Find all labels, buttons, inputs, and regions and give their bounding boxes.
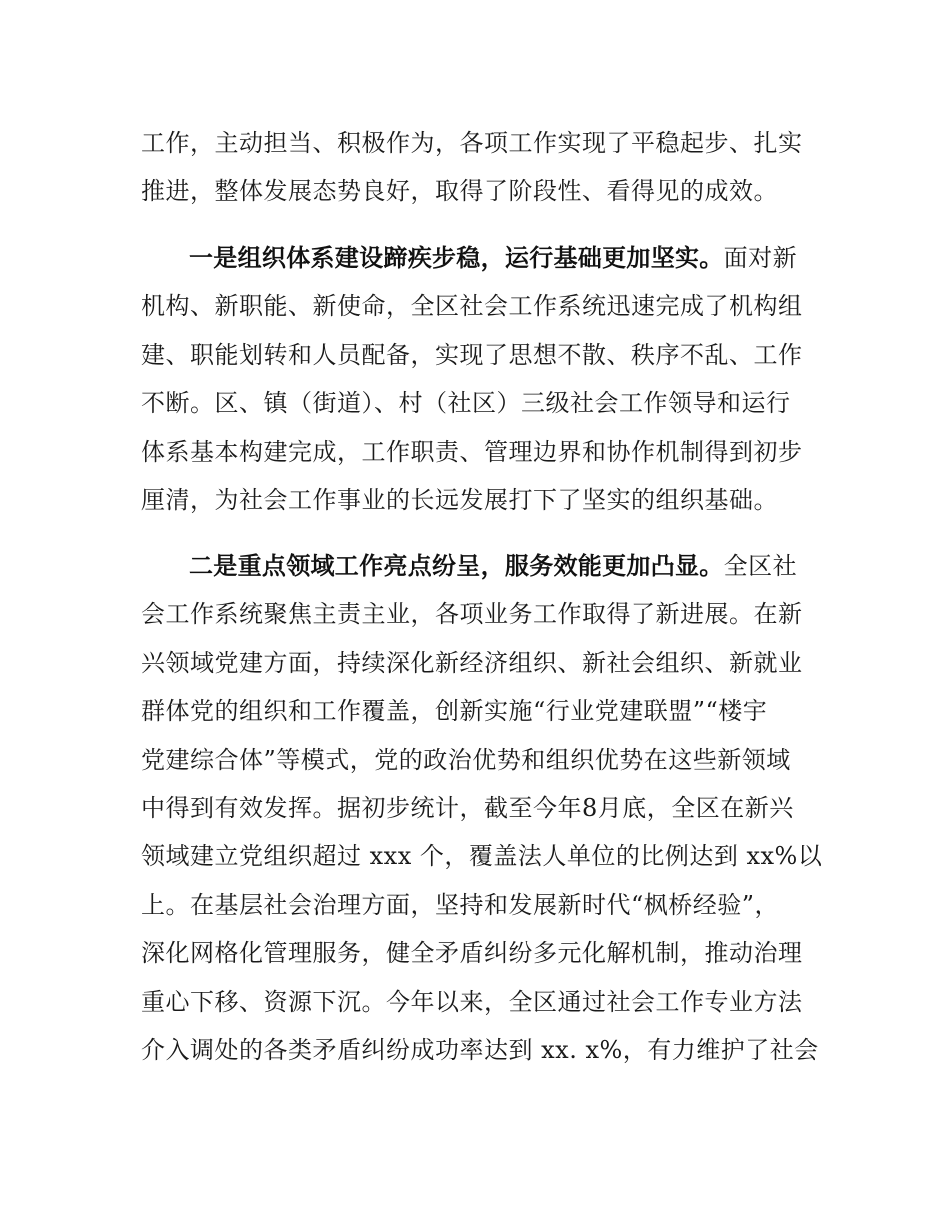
text-line: 推进，整体发展态势良好，取得了阶段性、看得见的成效。 [141,177,778,206]
text-line: 不断。区、镇（街道）、村（社区）三级社会工作领导和运行 [141,389,791,418]
text-line: 体系基本构建完成，工作职责、管理边界和协作机制得到初步 [141,437,803,466]
text-fragment: 面对新 [723,244,798,272]
text-line: 厘清，为社会工作事业的长远发展打下了坚实的组织基础。 [141,486,778,515]
text-line: 党建综合体”等模式，党的政治优势和组织优势在这些新领域 [141,745,791,774]
text-line: 介入调处的各类矛盾纠纷成功率达到 xx. x%，有力维护了社会 [141,1036,819,1065]
text-line: 群体党的组织和工作覆盖，创新实施“行业党建联盟”“楼宇 [141,697,768,726]
text-line: 领域建立党组织超过 xxx 个，覆盖法人单位的比例达到 xx%以 [141,842,823,871]
paragraph-lead-heading: 一是组织体系建设蹄疾步稳，运行基础更加坚实。 [189,244,724,272]
text-line: 机构、新职能、新使命，全区社会工作系统迅速完成了机构组 [141,292,803,321]
text-line: 中得到有效发挥。据初步统计，截至今年8月底，全区在新兴 [141,794,794,823]
text-line: 兴领域党建方面，持续深化新经济组织、新社会组织、新就业 [141,648,803,677]
paragraph-key-areas [141,542,823,1074]
text-line: 深化网格化管理服务，健全矛盾纠纷多元化解机制，推动治理 [141,939,803,968]
text-line-first [141,234,808,282]
text-fragment: 全区社 [723,552,798,580]
text-line-first [141,542,808,590]
text-line: 工作，主动担当、积极作为，各项工作实现了平稳起步、扎实 [141,129,803,157]
paragraph-organization-system [141,234,808,524]
text-line: 会工作系统聚焦主责主业，各项业务工作取得了新进展。在新 [141,600,803,629]
text-line: 上。在基层社会治理方面，坚持和发展新时代“枫桥经验”， [141,890,780,919]
text-line: 重心下移、资源下沉。今年以来，全区通过社会工作专业方法 [141,987,803,1016]
paragraph-lead-heading: 二是重点领域工作亮点纷呈，服务效能更加凸显。 [189,552,724,580]
paragraph-continuation [141,119,808,216]
text-line: 建、职能划转和人员配备，实现了思想不散、秩序不乱、工作 [141,340,803,369]
